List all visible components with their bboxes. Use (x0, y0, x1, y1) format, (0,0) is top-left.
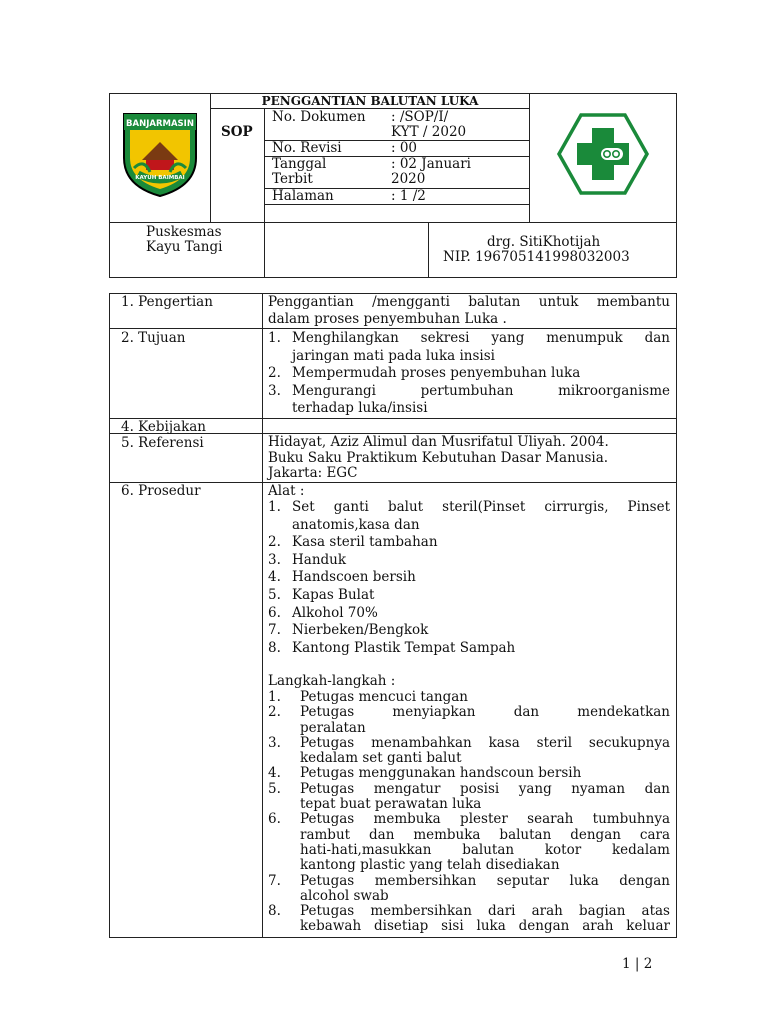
prosedur-content (268, 483, 670, 657)
field-label-terbit: Terbit (272, 171, 313, 187)
langkah-list (268, 690, 670, 935)
list-item: 3. Petugas menambahkan kasa steril secukupnya kedalam set ganti balut (268, 734, 670, 767)
list-item: 2. Petugas menyiapkan dan mendekatkan peralatan (268, 704, 670, 736)
field-value-no-dokumen: : /SOP/I/ (391, 109, 449, 125)
langkah-title: Langkah-langkah : (268, 673, 396, 689)
field-label-no-revisi: No. Revisi (272, 140, 342, 156)
pengertian-text: Penggantian /mengganti balutan untuk membantu dalam proses penyembuhan Luka . (268, 294, 670, 327)
field-value-no-dokumen-2: KYT / 2020 (391, 124, 467, 140)
header-divider (264, 108, 265, 278)
list-item: 5. Petugas mengatur posisi yang nyaman dan tepat buat perawatan luka (268, 780, 670, 813)
field-label-tanggal: Tanggal (272, 156, 327, 172)
list-item: 1. Menghilangkan sekresi yang menumpuk dan jaringan mati pada luka insisi (268, 330, 670, 364)
field-label-halaman: Halaman (272, 188, 334, 204)
label-prosedur: 6. Prosedur (121, 483, 201, 499)
list-item: 6. Alkohol 70% (268, 604, 378, 621)
label-pengertian: 1. Pengertian (121, 294, 213, 310)
list-item: 4. Petugas menggunakan handscoun bersih (268, 765, 582, 782)
list-item: 6. Petugas membuka plester searah tumbuhnya rambut dan membuka balutan dengan cara hati-hati,masukkan balutan kotor kedalam kantong plastic yang telah disediakan (268, 811, 670, 874)
logo-bottom-text: KAYUH BAIMBAI (135, 175, 185, 181)
label-kebijakan: 4. Kebijakan (121, 419, 207, 435)
puskesmas-logo (556, 112, 650, 196)
alat-title: Alat : (268, 483, 305, 499)
field-value-tanggal: : 02 Januari (391, 156, 471, 172)
list-item: 7. Nierbeken/Bengkok (268, 622, 429, 639)
content-divider (262, 293, 263, 938)
header-divider (428, 222, 429, 278)
list-item: 3. Mengurangi pertumbuhan mikroorganisme terhadap luka/insisi (268, 382, 670, 417)
content-divider (109, 328, 677, 329)
header-divider (264, 204, 530, 205)
list-item: 4. Handscoen bersih (268, 569, 416, 586)
list-item: 1. Set ganti balut steril(Pinset cirrurgis, Pinset anatomis,kasa dan (268, 499, 670, 533)
field-label-no-dokumen: No. Dokumen (272, 109, 366, 125)
list-item: 1. Petugas mencuci tangan (268, 689, 468, 705)
list-item: 8. Petugas membersihkan dari arah bagian atas kebawah disetiap sisi luka dengan arah keluar (268, 903, 670, 935)
field-value-halaman: : 1 /2 (391, 188, 426, 204)
alat-list (268, 499, 670, 657)
header-divider (210, 93, 211, 222)
signer-name: drg. SitiKhotijah (487, 234, 601, 250)
tujuan-list (268, 330, 670, 418)
label-tujuan: 2. Tujuan (121, 330, 186, 346)
logo-top-text: BANJARMASIN (126, 119, 194, 129)
list-item: 2. Kasa steril tambahan (268, 534, 438, 551)
org-name: Puskesmas Kayu Tangi (146, 224, 223, 255)
list-item: 7. Petugas membersihkan seputar luka dengan alcohol swab (268, 872, 670, 904)
list-item: 5. Kapas Bulat (268, 586, 375, 603)
page-number: 1 | 2 (622, 956, 653, 972)
referensi-text: Hidayat, Aziz Alimul dan Musrifatul Uliyah. 2004. Buku Saku Praktikum Kebutuhan Dasar Manusia. Jakarta: EGC (268, 434, 609, 481)
list-item: 2. Mempermudah proses penyembuhan luka (268, 365, 581, 382)
signer-nip: NIP. 196705141998032003 (443, 249, 630, 265)
document-title: PENGGANTIAN BALUTAN LUKA (261, 94, 479, 108)
sop-label: SOP (221, 124, 253, 140)
langkah-content (268, 673, 670, 935)
banjarmasin-logo (120, 110, 200, 198)
list-item: 3. Handuk (268, 551, 347, 568)
header-divider (529, 93, 530, 222)
field-value-no-revisi: : 00 (391, 140, 418, 156)
header-divider (109, 222, 677, 223)
list-item: 8. Kantong Plastik Tempat Sampah (268, 639, 516, 656)
label-referensi: 5. Referensi (121, 435, 204, 451)
field-value-tanggal-2: 2020 (391, 171, 426, 187)
